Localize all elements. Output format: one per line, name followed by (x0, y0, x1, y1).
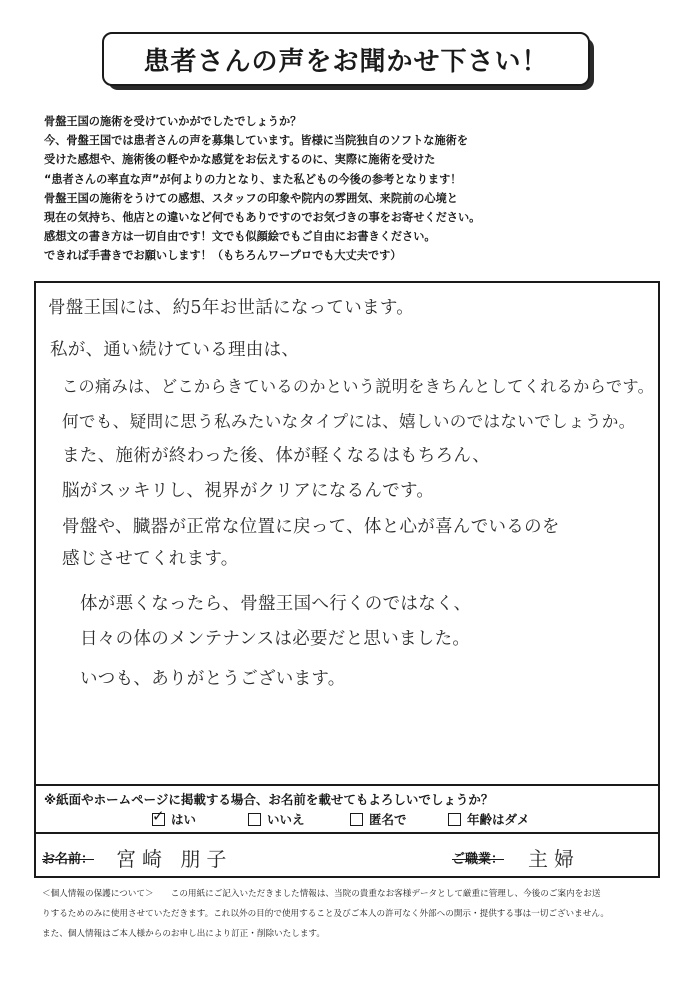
check-mark-icon: ✓ (152, 806, 165, 825)
intro-line: 今、骨盤王国では患者さんの声を募集しています。皆様に当院独自のソフトな施術を (44, 134, 469, 148)
privacy-line: ＜個人情報の保護について＞ この用紙にご記入いただきました情報は、当院の貴重なお客様データとして厳重に管理し、今後のご案内をお送 (42, 889, 601, 899)
privacy-notice (42, 884, 672, 944)
letter-line: 日々の体のメンテナンスは必要だと思いました。 (80, 629, 471, 649)
letter-line: 感じさせてくれます。 (62, 549, 239, 569)
letter-line: 私が、通い続けている理由は、 (50, 340, 300, 360)
consent-option-no[interactable] (248, 810, 305, 828)
consent-question: ※紙面やホームページに掲載する場合、お名前を載せてもよろしいでしょうか？ (44, 792, 494, 807)
privacy-line: りするためのみに使用させていただきます。これ以外の目的で使用すること及びご本人の許可なく外部への開示・提供する事は一切ございません。 (42, 909, 610, 919)
option-label: 年齢はダメ (467, 812, 530, 827)
job-label: ご職業： (452, 852, 505, 867)
letter-line: また、施術が終わった後、体が軽くなるはもちろん、 (62, 446, 491, 466)
letter-line: いつも、ありがとうございます。 (80, 669, 346, 689)
letter-line: 体が悪くなったら、骨盤王国へ行くのではなく、 (80, 594, 472, 614)
consent-divider (34, 784, 660, 786)
checkbox[interactable] (152, 806, 165, 826)
letter-line: この痛みは、どこからきているのかという説明をきちんとしてくれるからです。 (62, 377, 655, 396)
page-title: 患者さんの声をお聞かせ下さい！ (102, 32, 590, 86)
intro-text (44, 112, 664, 266)
checkbox[interactable] (248, 813, 261, 826)
intro-line: 受けた感想や、施術後の軽やかな感覚をお伝えするのに、実際に施術を受けた (44, 153, 436, 167)
letter-line: 何でも、疑問に思う私みたいなタイプには、嬉しいのではないでしょうか。 (62, 412, 636, 431)
intro-line: 感想文の書き方は一切自由です！文でも似顔絵でもご自由にお書きください。 (44, 230, 436, 244)
letter-line: 骨盤王国には、約5年お世話になっています。 (48, 298, 415, 318)
intro-line: “患者さんの率直な声”が何よりの力となり、また私どもの今後の参考となります！ (44, 172, 462, 186)
option-label: いいえ (267, 812, 305, 827)
consent-option-no-age[interactable] (448, 810, 530, 828)
intro-line: できれば手書きでお願いします！（もちろんワープロでも大丈夫です） (44, 249, 402, 263)
name-label: お名前： (42, 852, 95, 867)
intro-line: 骨盤王国の施術を受けていかがでしたでしょうか？ (44, 115, 302, 128)
privacy-line: また、個人情報はご本人様からのお申し出により訂正・削除いたします。 (42, 929, 325, 939)
name-value[interactable]: 宮崎 朋子 (116, 847, 233, 871)
checkbox[interactable] (448, 813, 461, 826)
consent-option-anonymous[interactable] (350, 810, 407, 828)
testimonial-form-box (34, 281, 660, 878)
option-label: はい (171, 812, 197, 827)
intro-line: 現在の気持ち、他店との違いなど何でもありですのでお気づきの事をお寄せください。 (44, 210, 481, 224)
job-value[interactable]: 主婦 (528, 847, 580, 871)
letter-line: 脳がスッキリし、視界がクリアになるんです。 (62, 481, 435, 501)
checkbox[interactable] (350, 813, 363, 826)
consent-option-yes[interactable] (152, 806, 197, 828)
intro-line: 骨盤王国の施術をうけての感想、スタッフの印象や院内の雰囲気、来院前の心境と (44, 191, 458, 205)
letter-line: 骨盤や、臓器が正常な位置に戻って、体と心が喜んでいるのを (62, 517, 560, 537)
name-divider (34, 832, 660, 834)
option-label: 匿名で (369, 812, 407, 827)
